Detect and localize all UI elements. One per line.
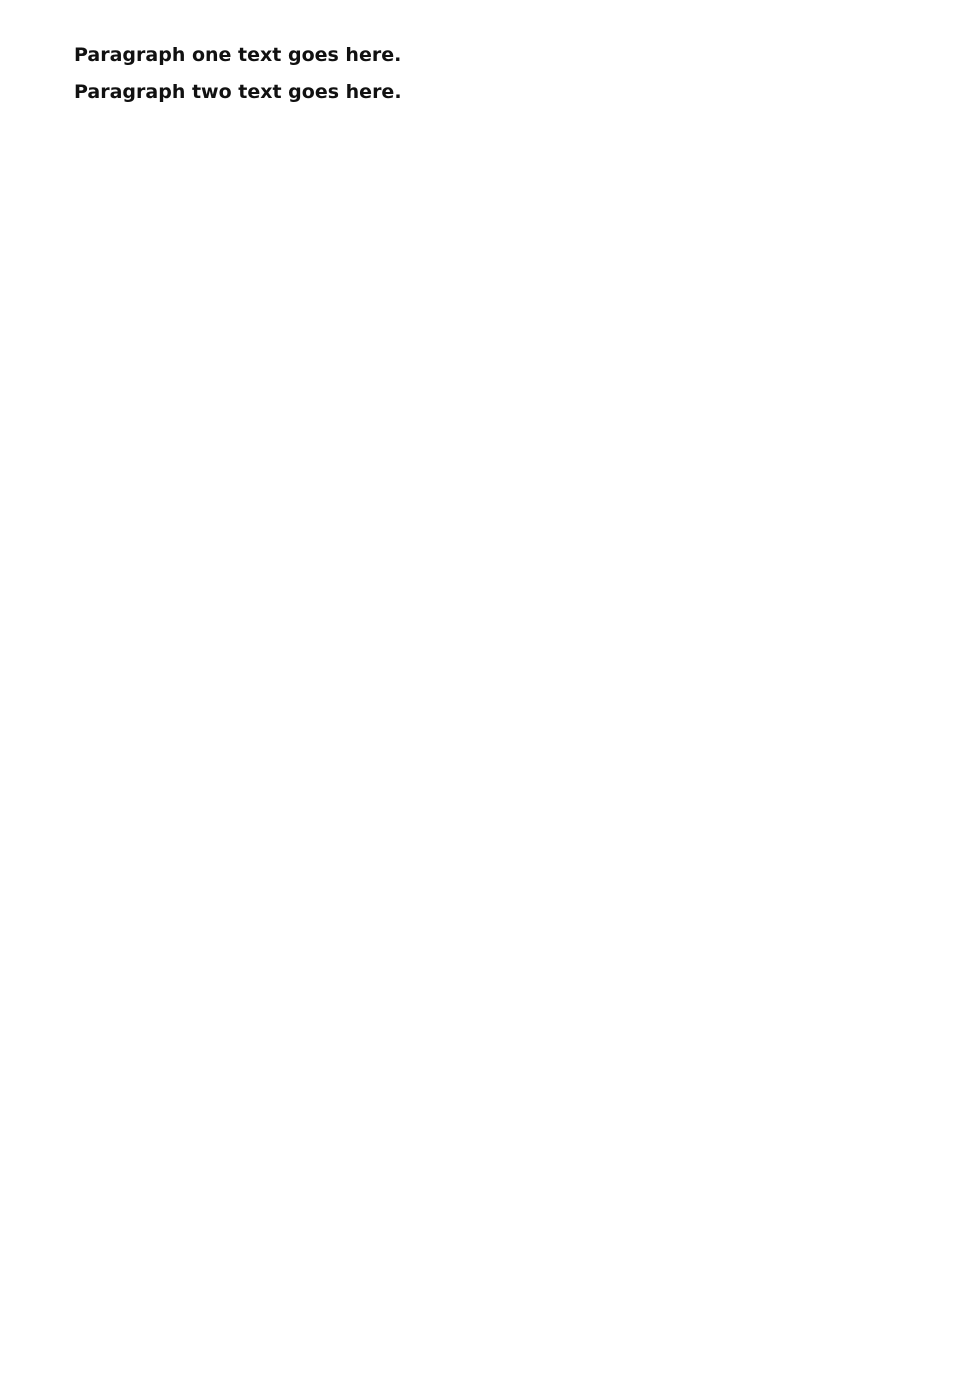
paragraph: Paragraph two text goes here. bbox=[74, 81, 402, 103]
document-body bbox=[0, 0, 960, 154]
paragraph: Paragraph one text goes here. bbox=[74, 44, 402, 66]
paragraph-list bbox=[36, 40, 924, 108]
